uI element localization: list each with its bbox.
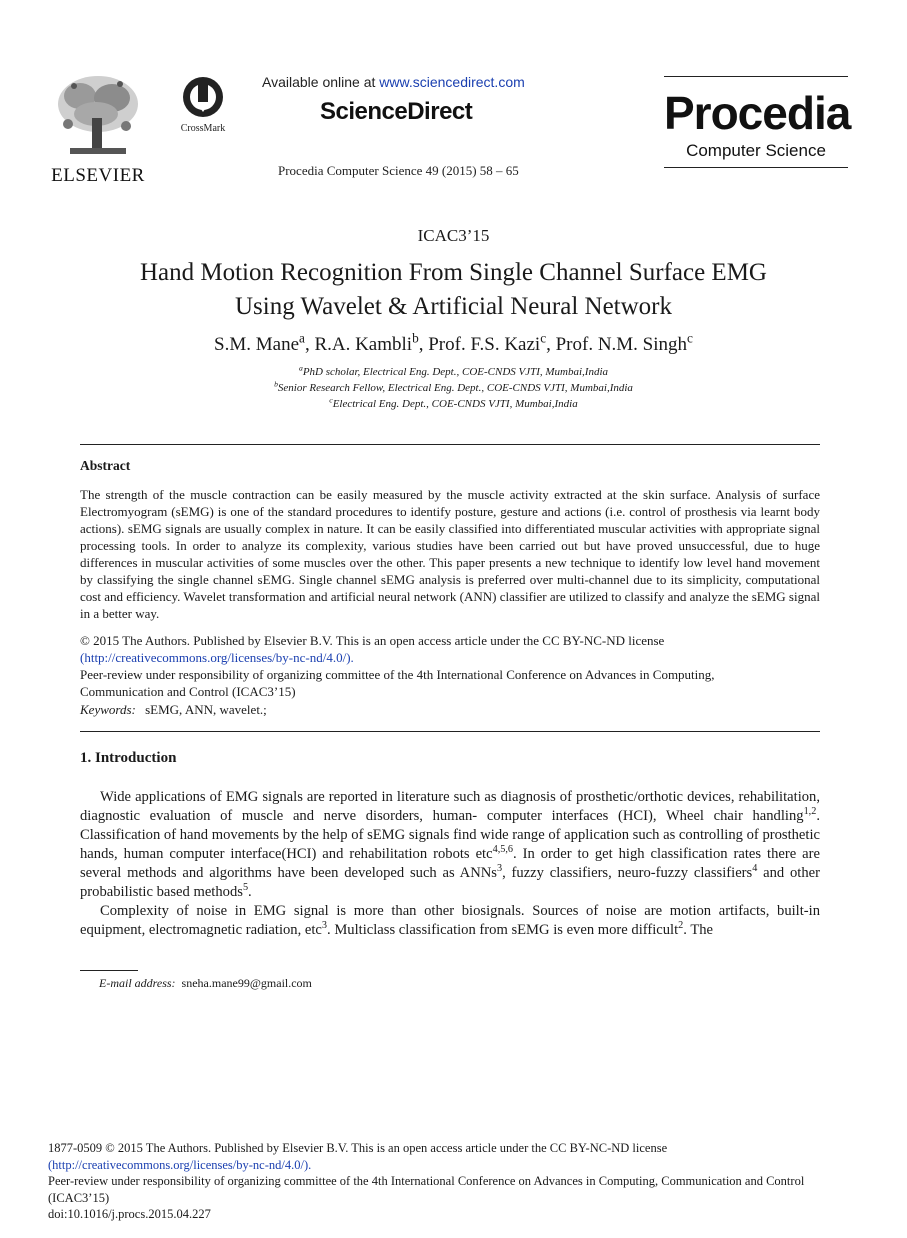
procedia-subtitle: Computer Science <box>686 141 826 160</box>
procedia-top-rule <box>664 76 848 77</box>
citation-reference[interactable]: 4,5,6 <box>492 844 514 856</box>
affiliation-marker: c <box>329 395 333 405</box>
footnote-email[interactable]: sneha.mane99@gmail.com <box>181 976 312 990</box>
citation-reference[interactable]: 1,2 <box>803 806 817 818</box>
copyright-line: © 2015 The Authors. Published by Elsevier B.V. This is an open access article under the CC BY-NC-ND license <box>80 633 665 648</box>
introduction-paragraph-2 <box>80 902 820 940</box>
citation-reference[interactable]: 3 <box>496 863 503 875</box>
abstract-heading: Abstract <box>80 458 131 473</box>
affiliation-list <box>0 364 907 412</box>
footer-peer-review: Peer-review under responsibility of organizing committee of the 4th International Conference on Advances in Computing, Communication and Control (ICAC3’15) <box>48 1174 805 1205</box>
author-name: Prof. N.M. Singh <box>555 334 688 355</box>
crossmark-badge[interactable] <box>176 76 230 132</box>
paragraph-text-run: Complexity of noise in EMG signal is more than other biosignals. Sources of noise are motion artifacts, built-in equipment, electromagnetic radiation, etc <box>80 903 820 938</box>
paragraph-text-run: . The <box>683 922 714 938</box>
procedia-bottom-rule <box>664 167 848 168</box>
author-affiliation-marker: a <box>299 330 305 346</box>
keywords-value: sEMG, ANN, wavelet.; <box>145 702 267 717</box>
author-name: S.M. Mane <box>214 334 300 355</box>
affiliation-text: Senior Research Fellow, Electrical Eng. Dept., COE-CNDS VJTI, Mumbai,India <box>277 382 633 394</box>
affiliation-text: PhD scholar, Electrical Eng. Dept., COE-CNDS VJTI, Mumbai,India <box>302 366 609 378</box>
sciencedirect-link[interactable]: www.sciencedirect.com <box>379 74 525 90</box>
affiliation-marker: b <box>274 379 278 389</box>
introduction-paragraph-1 <box>80 788 820 902</box>
paper-title <box>40 256 867 324</box>
elsevier-wordmark: ELSEVIER <box>51 165 145 186</box>
elsevier-tree-icon <box>50 74 146 158</box>
procedia-title: Procedia <box>664 87 851 139</box>
sciencedirect-logo: ScienceDirect <box>320 98 473 125</box>
author-affiliation-marker: c <box>540 330 547 346</box>
paragraph-text-run: , fuzzy classifiers, neuro-fuzzy classifiers <box>502 865 753 881</box>
paragraph-text-run: . Multiclass classification from sEMG is even more difficult <box>327 922 679 938</box>
footnote <box>99 976 312 991</box>
footer-doi[interactable]: doi:10.1016/j.procs.2015.04.227 <box>48 1207 211 1221</box>
author-list <box>0 330 907 356</box>
paragraph-text-run: . In order to get high classification rates there are several methods and algorithms have been developed such as ANNs <box>80 846 820 881</box>
journal-citation: Procedia Computer Science 49 (2015) 58 – 65 <box>278 163 519 178</box>
author-name: R.A. Kambli <box>314 334 413 355</box>
author-separator: , <box>546 334 556 355</box>
paragraph-text-run: Wide applications of EMG signals are reported in literature such as diagnosis of prosthetic/orthotic devices, rehabilitation, diagnostic evaluation of muscle and nerve disorders, human- computer interfaces (HCI), Wheel chair handling <box>80 789 820 824</box>
footnote-rule <box>80 970 138 971</box>
author-separator: , <box>304 334 315 355</box>
section-heading-introduction: 1. Introduction <box>80 750 177 766</box>
available-online-prefix: Available online at <box>262 74 380 90</box>
elsevier-logo <box>50 74 146 186</box>
abstract-text: The strength of the muscle contraction can be easily measured by the muscle activity extracted at the skin surface. Analysis of surface Electromyogram (sEMG) is one of the standard procedures to identify posture, gesture and actions (i.e. control of prosthesis via learnt body actions). sEMG signals are usually complex in nature. It can be easily classified into differentiated muscular activities with appropriate signal processing tools. In order to analyze its complexity, various studies have been carried out but have proved unsuccessful, due to huge differences in muscular activities of some muscles over the other. This paper presents a new technique to identify low level hand movement by classifying the single channel sEMG. Single channel sEMG analysis is preferred over multi-channel due to its simplicity, computational cost and efficiency. Wavelet transformation and artificial neural network (ANN) classifier are utilized to classify and analyze the sEMG signal in a better way. <box>80 487 820 621</box>
crossmark-label: CrossMark <box>180 123 226 134</box>
paragraph-text-run: and other probabilistic based methods <box>80 865 820 900</box>
affiliation-line <box>0 380 907 396</box>
citation-reference[interactable]: 3 <box>321 920 328 932</box>
author-name: Prof. F.S. Kazi <box>428 334 541 355</box>
author-separator: , <box>418 334 429 355</box>
crossmark-icon <box>176 76 230 118</box>
keywords-line <box>80 701 267 718</box>
citation-reference[interactable]: 4 <box>752 863 758 875</box>
citation-reference[interactable]: 5 <box>242 882 249 894</box>
license-link[interactable]: (http://creativecommons.org/licenses/by-nc-nd/4.0/). <box>80 650 354 665</box>
paper-title-line1: Hand Motion Recognition From Single Channel Surface EMG <box>139 259 767 286</box>
author-affiliation-marker: b <box>412 330 419 346</box>
author-affiliation-marker: c <box>687 330 693 346</box>
procedia-logo <box>664 76 851 176</box>
available-online <box>262 74 525 90</box>
affiliation-text: Electrical Eng. Dept., COE-CNDS VJTI, Mumbai,India <box>332 398 578 410</box>
affiliation-line <box>0 364 907 380</box>
top-rule <box>80 444 820 445</box>
affiliation-line <box>0 396 907 412</box>
footer-issn-copyright: 1877-0509 © 2015 The Authors. Published by Elsevier B.V. This is an open access article under the CC BY-NC-ND license <box>48 1141 668 1155</box>
footnote-email-label: E-mail address: <box>99 976 176 990</box>
page-footer <box>48 1140 838 1223</box>
citation-reference[interactable]: 2 <box>678 920 684 932</box>
paper-title-line2: Using Wavelet & Artificial Neural Network <box>235 293 672 320</box>
paragraph-text-run: . Classification of hand movements by the help of sEMG signals find wide range of application such as controlling of prosthetic hands, human computer interface(HCI) and rehabilitation robots etc <box>80 808 820 862</box>
affiliation-marker: a <box>298 363 303 373</box>
paragraph-text-run: . <box>248 884 252 900</box>
abstract-bottom-rule <box>80 731 820 732</box>
conference-name: ICAC3’15 <box>417 226 490 245</box>
keywords-label: Keywords: <box>80 702 136 717</box>
peer-review-statement: Peer-review under responsibility of organizing committee of the 4th International Conference on Advances in Computing, Communication and Control (ICAC3’15) <box>80 667 715 699</box>
introduction-body <box>80 788 820 940</box>
footer-license-link[interactable]: (http://creativecommons.org/licenses/by-nc-nd/4.0/). <box>48 1157 312 1172</box>
